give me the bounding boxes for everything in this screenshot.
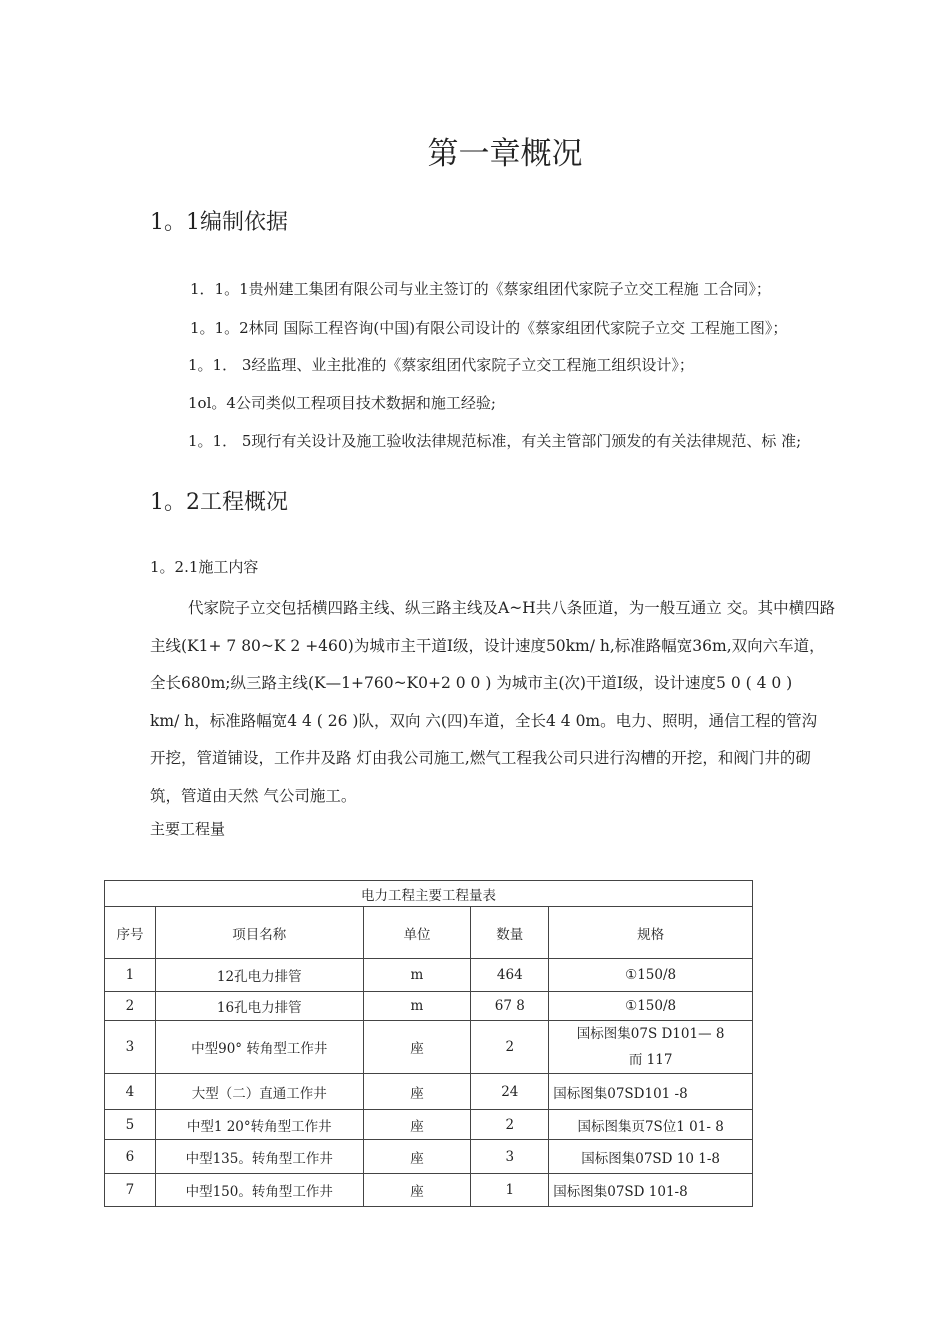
- cell-qty: 2: [471, 1110, 549, 1140]
- cell-unit: m: [363, 992, 471, 1021]
- project-description: [150, 590, 910, 815]
- cell-unit: 座: [363, 1110, 471, 1140]
- cell-name: 16孔电力排管: [155, 992, 363, 1021]
- cell-qty: 1: [471, 1174, 549, 1207]
- cell-no: 7: [105, 1174, 156, 1207]
- quantities-label: 主要工程量: [150, 820, 226, 838]
- cell-qty: 24: [471, 1074, 549, 1110]
- header-unit: 单位: [363, 907, 471, 959]
- cell-no: 5: [105, 1110, 156, 1140]
- chapter-title: 第一章概况: [427, 136, 583, 172]
- basis-item-2: 1。1。2林同 国际工程咨询(中国)有限公司设计的《蔡家组团代家院子立交 工程施工图》；: [190, 319, 788, 337]
- table-caption: 电力工程主要工程量表: [105, 881, 753, 907]
- section-heading-1-1: 1。1编制依据: [150, 210, 288, 235]
- cell-unit: 座: [363, 1021, 471, 1074]
- paragraph-line: km/ h，标准路幅宽4 4 ( 26 )队，双向 六(四)车道，全长4 4 0m。电力、照明，通信工程的管沟: [150, 711, 818, 730]
- header-spec: 规格: [549, 907, 753, 959]
- paragraph-line: 全长680m;纵三路主线(K—1+760~K0+2 0 0 ) 为城市主(次)干道Ⅰ级，设计速度5 0 ( 4 0 ): [150, 674, 793, 692]
- cell-spec: 国标图集07SD 101-8: [549, 1174, 753, 1207]
- basis-item-1: 1．1。1贵州建工集团有限公司与业主签订的《蔡家组团代家院子立交工程施 工合同》；: [190, 280, 771, 298]
- cell-name: 大型（二）直通工作井: [155, 1074, 363, 1110]
- table-row: [105, 992, 753, 1021]
- header-qty: 数量: [471, 907, 549, 959]
- paragraph-line: 筑，管道由天然 气公司施工。: [150, 786, 357, 805]
- cell-qty: 67 8: [471, 992, 549, 1021]
- table-header-row: [105, 907, 753, 959]
- cell-name: 中型150。转角型工作井: [155, 1174, 363, 1207]
- table-row: [105, 1140, 753, 1174]
- cell-spec: [549, 1021, 753, 1074]
- cell-no: 6: [105, 1140, 156, 1174]
- cell-name: 中型135。转角型工作井: [155, 1140, 363, 1174]
- basis-item-3: 1。1． 3经监理、业主批准的《蔡家组团代家院子立交工程施工组织设计》；: [188, 356, 694, 374]
- header-no: 序号: [105, 907, 156, 959]
- paragraph-line: 代家院子立交包括横四路主线、纵三路主线及A~H共八条匝道，为一般互通立 交。其中横四路: [188, 599, 836, 617]
- cell-name: 12孔电力排管: [155, 959, 363, 992]
- quantity-table: [104, 880, 753, 1207]
- cell-name: 中型90° 转角型工作井: [155, 1021, 363, 1074]
- table-row: [105, 1110, 753, 1140]
- cell-qty: 464: [471, 959, 549, 992]
- cell-spec: ①150/8: [549, 992, 753, 1021]
- subsection-heading: 1。2.1施工内容: [150, 558, 259, 576]
- cell-no: 2: [105, 992, 156, 1021]
- cell-no: 4: [105, 1074, 156, 1110]
- cell-unit: m: [363, 959, 471, 992]
- cell-unit: 座: [363, 1174, 471, 1207]
- cell-spec: 国标图集07SD 10 1-8: [549, 1140, 753, 1174]
- cell-unit: 座: [363, 1140, 471, 1174]
- cell-spec-line: 而 117: [628, 1052, 673, 1068]
- paragraph-line: 主线(K1+ 7 80~K 2 +460)为城市主干道Ⅰ级，设计速度50km/ h,标准路幅宽36m,双向六车道，: [150, 636, 825, 655]
- cell-spec: 国标图集07SD101 -8: [549, 1074, 753, 1110]
- section-heading-1-2: 1。2工程概况: [150, 490, 288, 515]
- paragraph-line: 开挖，管道铺设，工作井及路 灯由我公司施工,燃气工程我公司只进行沟槽的开挖，和阀门井的砌: [150, 749, 811, 767]
- cell-unit: 座: [363, 1074, 471, 1110]
- basis-item-4: 1ol。4公司类似工程项目技术数据和施工经验;: [188, 394, 496, 412]
- cell-no: 1: [105, 959, 156, 992]
- cell-qty: 3: [471, 1140, 549, 1174]
- table-row: [105, 1174, 753, 1207]
- table-row: [105, 1074, 753, 1110]
- basis-item-5: 1。1． 5现行有关设计及施工验收法律规范标准，有关主管部门颁发的有关法律规范、标 准;: [188, 432, 802, 450]
- cell-qty: 2: [471, 1021, 549, 1074]
- table-row: [105, 1021, 753, 1074]
- cell-spec-line: 国标图集07S D101— 8: [576, 1026, 725, 1042]
- cell-name: 中型1 20°转角型工作井: [155, 1110, 363, 1140]
- header-name: 项目名称: [155, 907, 363, 959]
- cell-spec: ①150/8: [549, 959, 753, 992]
- cell-no: 3: [105, 1021, 156, 1074]
- table-row: [105, 959, 753, 992]
- cell-spec: 国标图集页7S位1 01- 8: [549, 1110, 753, 1140]
